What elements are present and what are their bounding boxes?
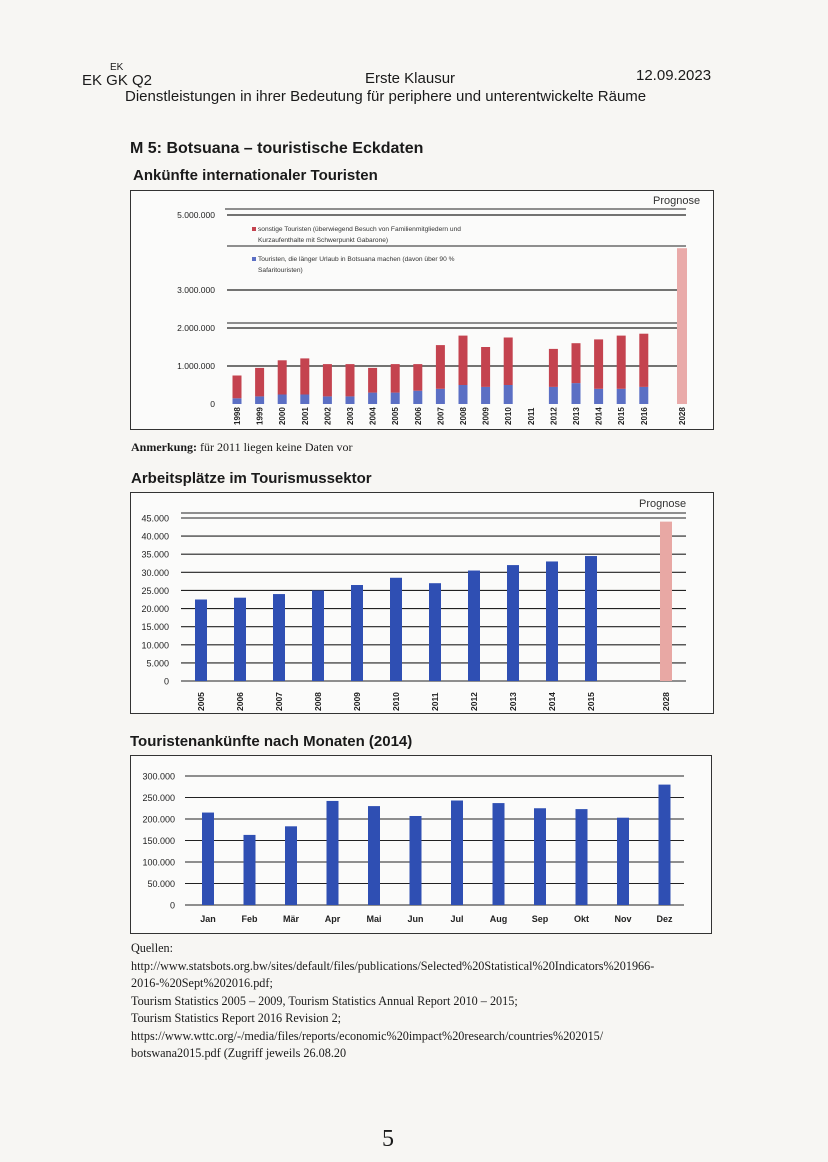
bar-vacation-tourists [346, 396, 355, 404]
x-tick-label: Okt [573, 914, 590, 924]
x-tick-label: 2015 [586, 692, 596, 711]
month-bar [493, 803, 505, 905]
bar-vacation-tourists [504, 385, 513, 404]
bar-other-tourists [436, 345, 445, 389]
x-tick-label: 2012 [469, 692, 479, 711]
x-tick-label: 2004 [368, 407, 378, 425]
arrivals-chart [131, 191, 713, 429]
x-tick-label: 1998 [233, 407, 242, 425]
x-tick-label: 2028 [661, 692, 671, 711]
jobs-chart [131, 493, 713, 713]
month-bar [327, 801, 339, 905]
course-superscript: EK [110, 62, 124, 73]
x-tick-label: 2009 [481, 407, 491, 425]
course-label: EK GK Q2 EK [82, 62, 153, 89]
jobs-bar [390, 578, 402, 681]
x-tick-label: Nov [614, 914, 632, 924]
source-line: botswana2015.pdf (Zugriff jeweils 26.08.20 [131, 1046, 347, 1060]
chart2-title: Arbeitsplätze im Tourismussektor [131, 470, 372, 487]
jobs-bar [468, 571, 480, 681]
bar-other-tourists [255, 368, 264, 397]
sources-block [131, 940, 654, 1063]
bar-other-tourists [413, 364, 422, 391]
y-tick-label: 15.000 [141, 622, 169, 633]
bar-vacation-tourists [481, 387, 490, 404]
y-tick-label: 0 [163, 676, 169, 687]
prognosis-bar [660, 522, 672, 681]
y-tick-label: 3.000.000 [177, 285, 215, 295]
bar-vacation-tourists [391, 393, 400, 404]
bar-vacation-tourists [368, 393, 377, 404]
y-tick-label: 0 [210, 399, 215, 409]
month-bar [617, 818, 629, 905]
legend-label-line: Touristen, die länger Urlaub in Botsuana machen (davon über 90 % [258, 256, 455, 263]
x-tick-label: 2003 [346, 407, 355, 425]
date-label: 12.09.2023 [636, 67, 712, 84]
x-tick-label: 2001 [300, 407, 310, 425]
x-tick-label: 2012 [549, 407, 559, 425]
prognosis-bar [677, 248, 687, 404]
x-tick-label: 2009 [352, 692, 362, 711]
jobs-bar [585, 556, 597, 681]
source-line: Tourism Statistics 2005 – 2009, Tourism Statistics Annual Report 2010 – 2015; [131, 993, 518, 1008]
chart1-frame [130, 190, 714, 430]
bar-other-tourists [549, 349, 558, 387]
bar-vacation-tourists [436, 389, 445, 404]
x-tick-label: 2028 [678, 407, 687, 425]
y-tick-label: 200.000 [142, 814, 175, 825]
y-tick-label: 10.000 [141, 640, 169, 651]
y-tick-label: 150.000 [142, 836, 175, 846]
x-tick-label: Sep [531, 914, 549, 924]
chart1-title: Ankünfte internationaler Touristen [133, 167, 378, 184]
x-tick-label: Apr [324, 914, 341, 924]
bar-other-tourists [504, 338, 513, 386]
x-tick-label: 2011 [430, 692, 440, 711]
bar-other-tourists [572, 343, 581, 383]
jobs-bar [312, 590, 324, 681]
page-number: 5 [382, 1126, 394, 1152]
bar-vacation-tourists [413, 391, 422, 404]
bar-other-tourists [481, 347, 490, 387]
bar-other-tourists [233, 376, 242, 399]
bar-vacation-tourists [300, 395, 309, 405]
jobs-bar [507, 565, 519, 681]
x-tick-label: 2014 [547, 692, 557, 711]
jobs-bar [273, 594, 285, 681]
source-line: 2016-%20Sept%202016.pdf; [131, 976, 273, 990]
bar-vacation-tourists [233, 398, 242, 404]
x-tick-label: 2008 [459, 407, 468, 425]
y-tick-label: 2.000.000 [177, 323, 215, 333]
bar-other-tourists [368, 368, 377, 393]
y-tick-label: 5.000 [146, 658, 169, 669]
exam-label: Erste Klausur [365, 70, 456, 87]
x-tick-label: 2002 [323, 407, 333, 425]
bar-other-tourists [617, 336, 626, 389]
month-bar [368, 806, 380, 905]
bar-vacation-tourists [323, 396, 332, 404]
x-tick-label: 2005 [391, 407, 401, 425]
x-tick-label: 2006 [235, 692, 245, 711]
month-bar [202, 813, 214, 905]
bar-vacation-tourists [278, 395, 287, 405]
x-tick-label: Mai [366, 914, 382, 924]
chart2-frame [130, 492, 714, 714]
y-tick-label: 100.000 [142, 857, 175, 868]
bar-other-tourists [459, 336, 468, 385]
x-tick-label: Aug [489, 914, 508, 924]
x-tick-label: Jul [450, 914, 464, 924]
legend-label-line: Kurzaufenthalte mit Schwerpunkt Gabarone) [258, 237, 389, 244]
bar-other-tourists [639, 334, 648, 387]
chart3-frame [130, 755, 712, 934]
jobs-bar [429, 583, 441, 681]
x-tick-label: 2011 [526, 407, 536, 425]
source-line: https://www.wttc.org/-/media/files/reports/economic%20impact%20research/countries%202015/ [131, 1028, 604, 1043]
source-line: http://www.statsbots.org.bw/sites/default/files/publications/Selected%20Statistical%20Indicators%201966- [131, 958, 655, 973]
legend-label-line: sonstige Touristen (überwiegend Besuch von Familienmitgliedern und [258, 226, 461, 233]
x-tick-label: 2014 [594, 407, 604, 425]
legend-swatch-vacation [252, 257, 256, 261]
y-tick-label: 0 [169, 900, 175, 911]
x-tick-label: 2006 [413, 407, 423, 425]
y-tick-label: 300.000 [142, 771, 175, 782]
x-tick-label: 1999 [255, 407, 265, 425]
bar-other-tourists [278, 360, 287, 394]
y-tick-label: 25.000 [141, 585, 169, 596]
y-tick-label: 30.000 [141, 567, 169, 578]
prognosis-label: Prognose [639, 498, 687, 510]
x-tick-label: Mär [282, 914, 300, 924]
x-tick-label: 2000 [278, 407, 288, 425]
x-tick-label: Feb [241, 914, 258, 924]
bar-vacation-tourists [639, 387, 648, 404]
bar-vacation-tourists [255, 396, 264, 404]
bar-vacation-tourists [617, 389, 626, 404]
month-bar [451, 801, 463, 905]
y-tick-label: 50.000 [147, 879, 175, 889]
sources-label: Quellen: [131, 941, 173, 955]
jobs-bar [546, 561, 558, 681]
x-tick-label: Dez [656, 914, 673, 924]
x-tick-label: 2007 [436, 407, 446, 425]
x-tick-label: 2015 [617, 407, 627, 425]
month-bar [659, 785, 671, 905]
month-bar [410, 816, 422, 905]
bar-other-tourists [323, 364, 332, 396]
bar-vacation-tourists [459, 385, 468, 404]
bar-other-tourists [300, 358, 309, 394]
y-tick-label: 45.000 [141, 513, 169, 524]
month-bar [244, 835, 256, 905]
bar-other-tourists [391, 364, 400, 393]
bar-other-tourists [594, 339, 603, 388]
y-tick-label: 5.000.000 [177, 210, 215, 220]
prognosis-label: Prognose [653, 195, 701, 207]
legend-swatch-other [252, 227, 256, 231]
bar-other-tourists [346, 364, 355, 396]
jobs-bar [351, 585, 363, 681]
x-tick-label: Jan [200, 914, 216, 924]
x-tick-label: 2016 [639, 407, 649, 425]
jobs-bar [195, 600, 207, 682]
bar-vacation-tourists [549, 387, 558, 404]
month-bar [285, 826, 297, 905]
month-bar [534, 808, 546, 905]
monthly-arrivals-chart [131, 756, 711, 933]
material-title: M 5: Botsuana – touristische Eckdaten [130, 140, 424, 157]
y-tick-label: 20.000 [141, 604, 169, 615]
month-bar [576, 809, 588, 905]
x-tick-label: 2007 [274, 692, 284, 711]
x-tick-label: 2013 [572, 407, 581, 425]
jobs-bar [234, 598, 246, 681]
bar-vacation-tourists [594, 389, 603, 404]
source-line: Tourism Statistics Report 2016 Revision 2; [131, 1011, 342, 1025]
chart1-note: Anmerkung: für 2011 liegen keine Daten vor [131, 440, 353, 454]
y-tick-label: 1.000.000 [177, 361, 215, 371]
legend-label-line: Safaritouristen) [258, 267, 303, 274]
x-tick-label: 2010 [391, 692, 401, 711]
topic-label: Dienstleistungen in ihrer Bedeutung für periphere und unterentwickelte Räume [125, 88, 647, 105]
x-tick-label: 2013 [508, 692, 518, 711]
y-tick-label: 250.000 [142, 793, 175, 803]
bar-vacation-tourists [572, 383, 581, 404]
y-tick-label: 40.000 [141, 531, 169, 542]
x-tick-label: 2010 [504, 407, 514, 425]
x-tick-label: 2008 [313, 692, 323, 711]
chart3-title: Touristenankünfte nach Monaten (2014) [130, 733, 413, 750]
x-tick-label: 2005 [196, 692, 206, 711]
y-tick-label: 35.000 [141, 549, 169, 560]
x-tick-label: Jun [407, 914, 424, 924]
